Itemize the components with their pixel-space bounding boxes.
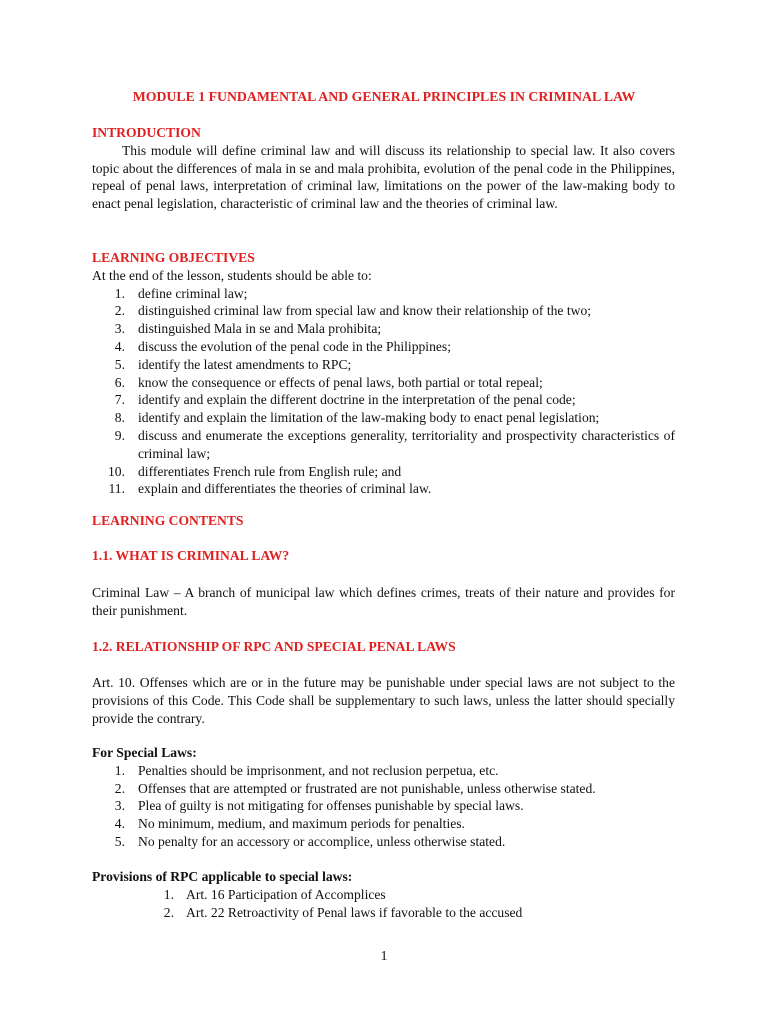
provisions-section: [92, 868, 675, 921]
list-item: [92, 320, 675, 338]
learning-contents-heading: LEARNING CONTENTS: [92, 513, 244, 528]
list-text: explain and differentiates the theories of criminal law.: [138, 481, 432, 497]
list-text: identify the latest amendments to RPC;: [138, 356, 352, 372]
list-text: Art. 22 Retroactivity of Penal laws if favorable to the accused: [186, 904, 523, 920]
list-number: 4.: [114, 338, 125, 354]
list-number: 7.: [114, 392, 125, 408]
list-item: [92, 480, 675, 498]
list-number: 3.: [114, 798, 125, 814]
article-10-text: Art. 10. Offenses which are or in the future may be punishable under special laws are not subject to the provisions of this Code. This Code shall be supplementary to such laws, unless the latter should specially provide the contrary.: [92, 675, 675, 726]
list-number: 11.: [108, 481, 125, 497]
list-text: Offenses that are attempted or frustrated are not punishable, unless otherwise stated.: [138, 780, 596, 796]
list-number: 3.: [114, 321, 125, 337]
list-number: 2.: [163, 904, 174, 920]
list-text: No penalty for an accessory or accomplice, unless otherwise stated.: [138, 833, 506, 849]
list-text: distinguished criminal law from special law and know their relationship of the two;: [138, 303, 592, 319]
provisions-list: [92, 886, 675, 922]
list-number: 4.: [114, 816, 125, 832]
list-item: [92, 391, 675, 409]
list-number: 1.: [163, 886, 174, 902]
objectives-list: [92, 285, 675, 499]
list-item: [92, 797, 675, 815]
list-item: [92, 427, 675, 463]
section-1-1-text: Criminal Law – A branch of municipal law which defines crimes, treats of their nature and provides for their punishment.: [92, 585, 675, 618]
introduction-heading: INTRODUCTION: [92, 125, 201, 140]
list-item: [92, 815, 675, 833]
section-1-2-heading: 1.2. RELATIONSHIP OF RPC AND SPECIAL PENAL LAWS: [92, 639, 456, 654]
provisions-heading: Provisions of RPC applicable to special laws:: [92, 869, 353, 884]
list-text: know the consequence or effects of penal laws, both partial or total repeal;: [138, 374, 543, 390]
list-item: [92, 374, 675, 392]
list-number: 2.: [114, 303, 125, 319]
special-laws-list: [92, 762, 675, 851]
list-item: [92, 833, 675, 851]
list-number: 9.: [114, 427, 125, 443]
list-number: 5.: [114, 356, 125, 372]
list-item: [92, 356, 675, 374]
introduction-text: This module will define criminal law and will discuss its relationship to special law. It also covers topic about the differences of mala in se and mala prohibita, evolution of the penal code in the Philippines, repeal of penal laws, interpretation of criminal law, limitations on the power of the law-making body to enact penal legislation, characteristic of criminal law and the theories of criminal law.: [92, 142, 675, 212]
list-item: [92, 886, 675, 904]
list-item: [92, 463, 675, 481]
list-item: [92, 409, 675, 427]
introduction-section: [92, 124, 675, 213]
page-number: 1: [380, 948, 388, 963]
list-number: 10.: [108, 463, 125, 479]
list-item: [92, 338, 675, 356]
list-number: 6.: [114, 374, 125, 390]
list-text: differentiates French rule from English rule; and: [138, 463, 402, 479]
special-laws-heading: For Special Laws:: [92, 745, 197, 760]
list-text: Penalties should be imprisonment, and not reclusion perpetua, etc.: [138, 762, 499, 778]
list-text: identify and explain the different doctrine in the interpretation of the penal code;: [138, 392, 576, 408]
list-item: [92, 780, 675, 798]
special-laws-section: [92, 744, 675, 851]
list-item: [92, 762, 675, 780]
learning-objectives-lead: At the end of the lesson, students should be able to:: [92, 267, 372, 283]
list-item: [92, 302, 675, 320]
list-item: [92, 285, 675, 303]
list-item: [92, 904, 675, 922]
learning-objectives-section: [92, 249, 675, 498]
list-text: No minimum, medium, and maximum periods for penalties.: [138, 816, 465, 832]
list-number: 2.: [114, 780, 125, 796]
section-1-1-heading: 1.1. WHAT IS CRIMINAL LAW?: [92, 548, 290, 563]
list-number: 8.: [114, 410, 125, 426]
list-text: distinguished Mala in se and Mala prohibita;: [138, 321, 382, 337]
list-text: Art. 16 Participation of Accomplices: [186, 886, 386, 902]
list-number: 5.: [114, 833, 125, 849]
learning-objectives-heading: LEARNING OBJECTIVES: [92, 250, 255, 265]
list-number: 1.: [114, 762, 125, 778]
list-text: discuss and enumerate the exceptions generality, territoriality and prospectivity characteristics of criminal law;: [138, 427, 675, 461]
list-text: identify and explain the limitation of the law-making body to enact penal legislation;: [138, 410, 600, 426]
list-text: discuss the evolution of the penal code in the Philippines;: [138, 338, 451, 354]
module-title: MODULE 1 FUNDAMENTAL AND GENERAL PRINCIPLES IN CRIMINAL LAW: [132, 89, 636, 104]
list-text: define criminal law;: [138, 285, 248, 301]
list-number: 1.: [114, 285, 125, 301]
list-text: Plea of guilty is not mitigating for offenses punishable by special laws.: [138, 798, 524, 814]
